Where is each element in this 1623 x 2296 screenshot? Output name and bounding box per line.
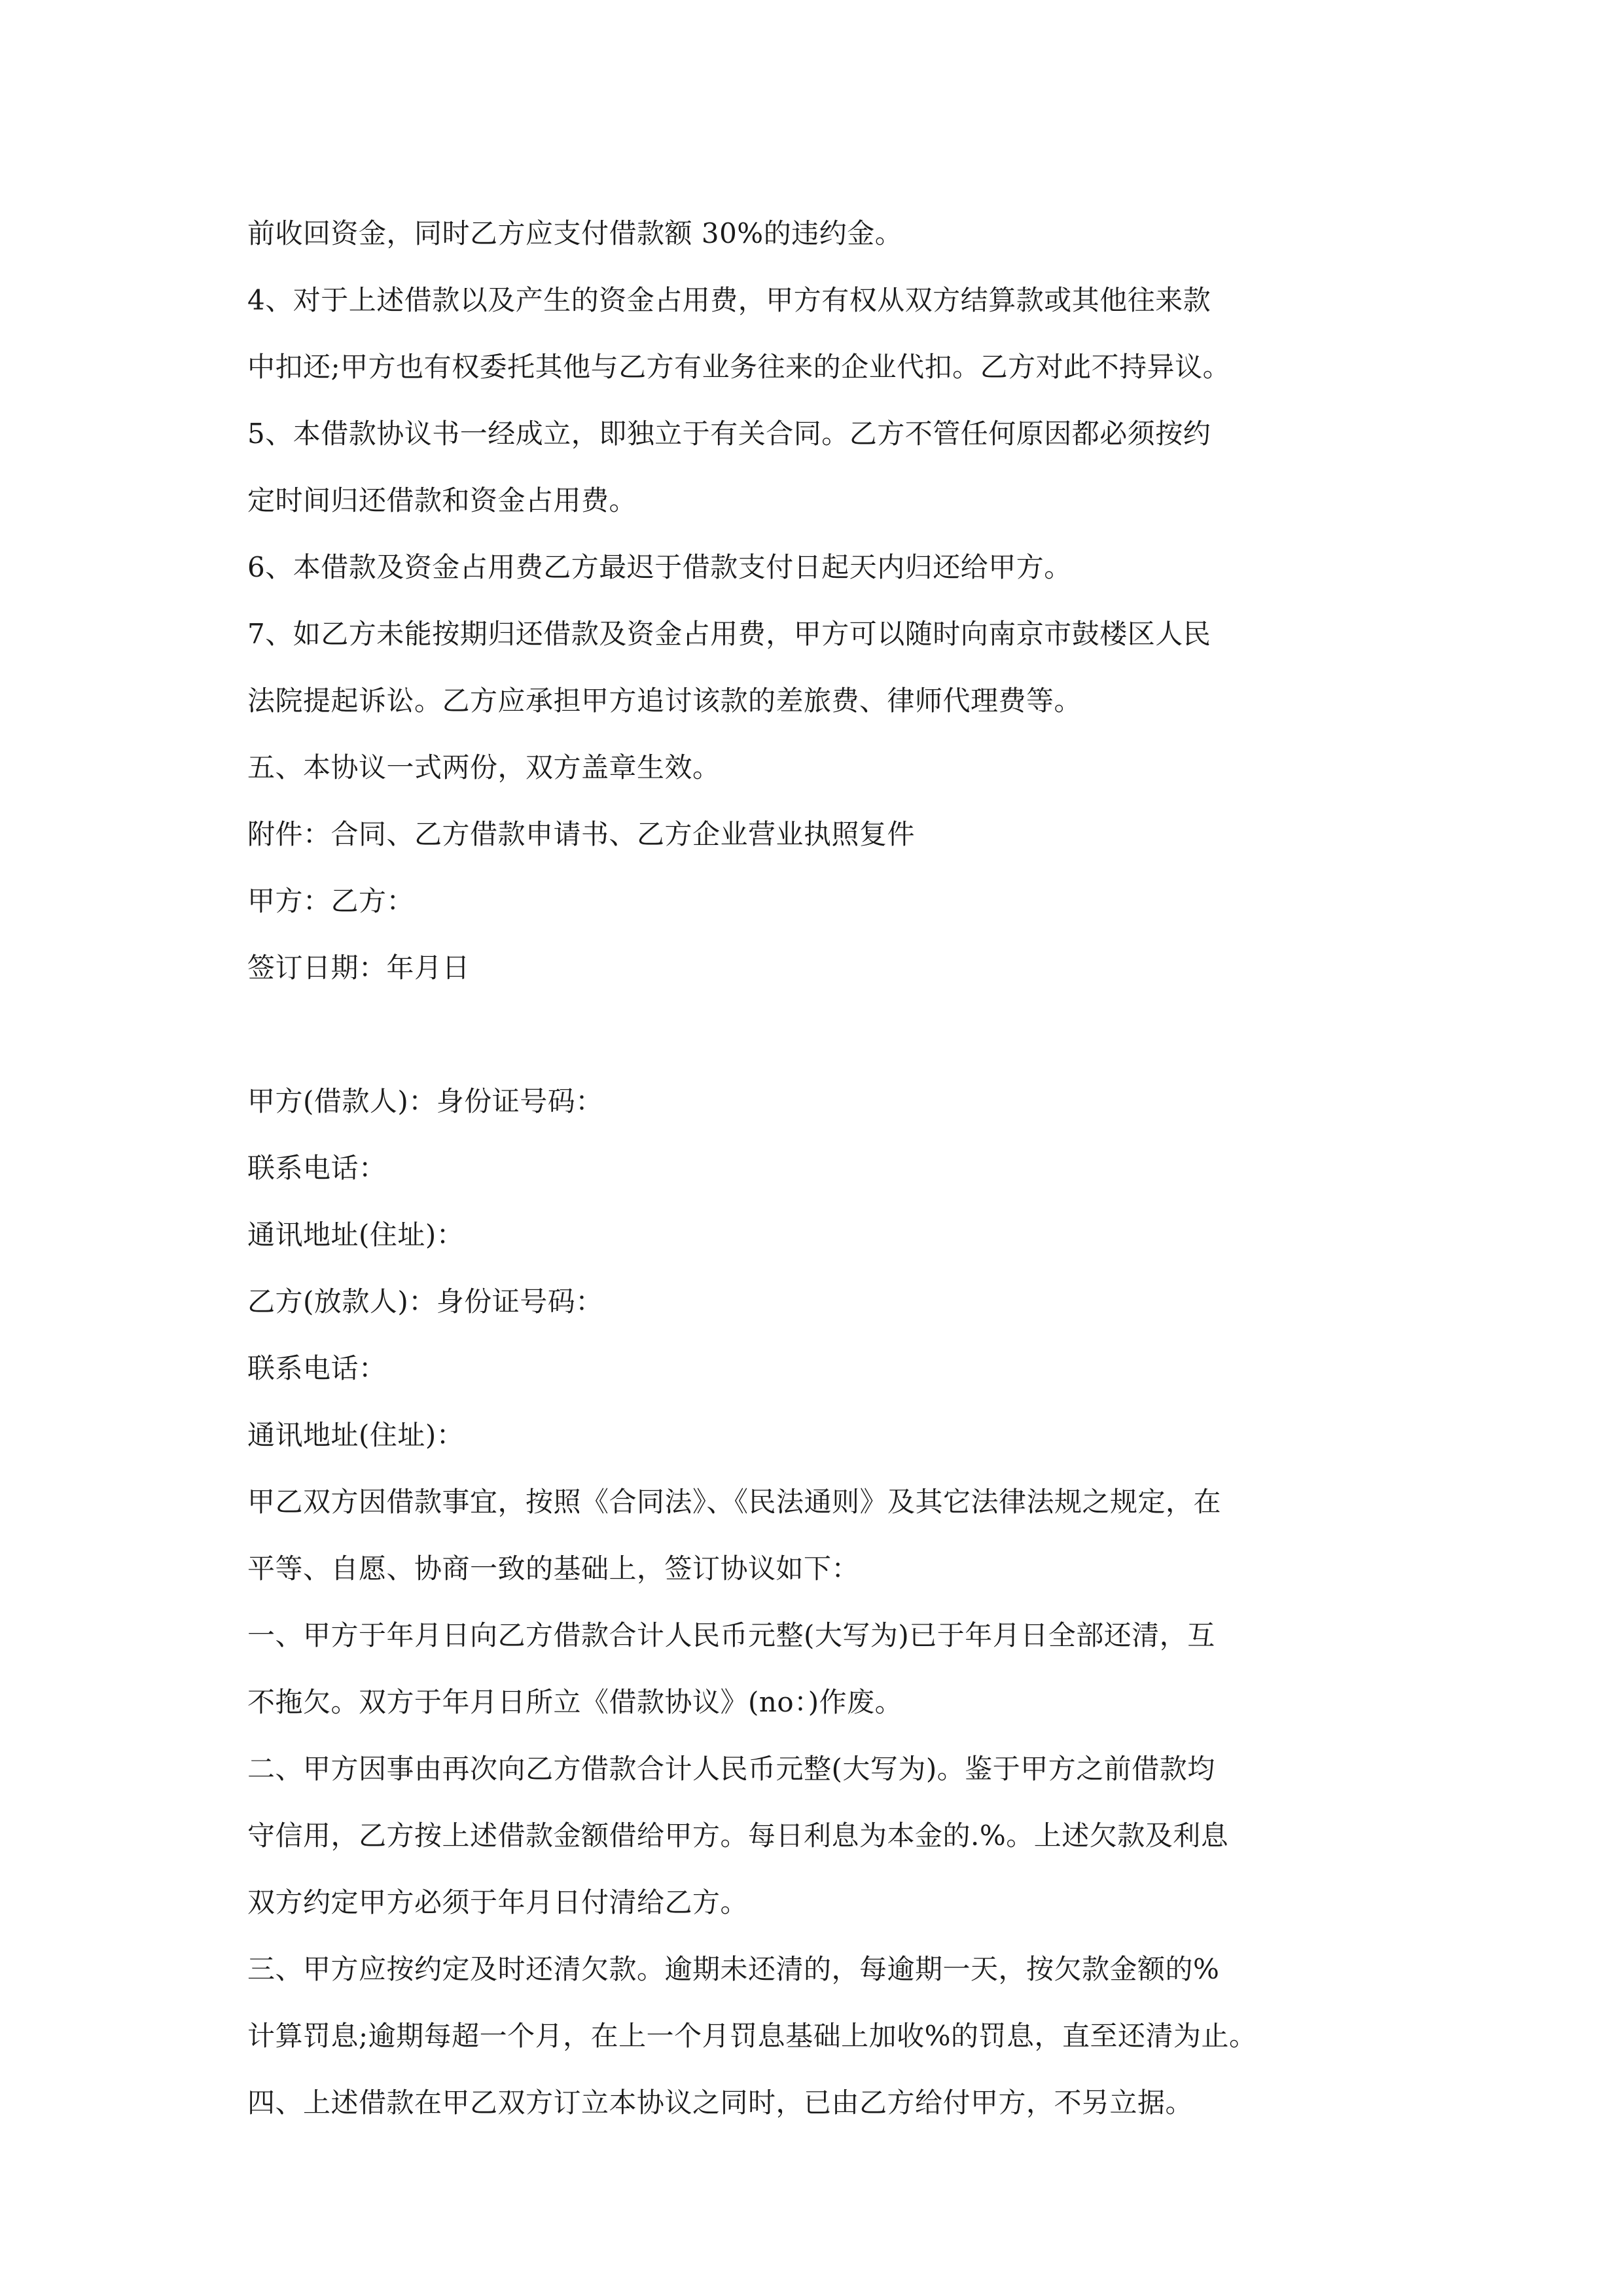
borrower-line: 甲方(借款人)：身份证号码： <box>247 1085 603 1117</box>
section-gap <box>247 1001 1386 1068</box>
text-line: 甲乙双方因借款事宜，按照《合同法》、《民法通则》及其它法律法规之规定，在 <box>247 1486 1222 1518</box>
text-line: 双方约定甲方必须于年月日付清给乙方。 <box>247 1886 749 1918</box>
lender-line: 乙方(放款人)：身份证号码： <box>247 1285 603 1318</box>
text-line: 四、上述借款在甲乙双方订立本协议之同时，已由乙方给付甲方，不另立据。 <box>247 2087 1194 2119</box>
signing-date-line: 签订日期：年月日 <box>247 952 471 984</box>
text-line: 6、本借款及资金占用费乙方最迟于借款支付日起天内归还给甲方。 <box>247 551 1072 583</box>
text-line: 不拖欠。双方于年月日所立《借款协议》(no：)作废。 <box>247 1686 903 1718</box>
text-line: 一、甲方于年月日向乙方借款合计人民币元整(大写为)已于年月日全部还清，互 <box>247 1619 1215 1651</box>
text-line: 平等、自愿、协商一致的基础上，签订协议如下： <box>247 1552 860 1585</box>
text-line: 守信用，乙方按上述借款金额借给甲方。每日利息为本金的.%。上述欠款及利息 <box>247 1820 1229 1852</box>
lender-address-line: 通讯地址(住址)： <box>247 1419 465 1451</box>
text-line: 前收回资金，同时乙方应支付借款额 30%的违约金。 <box>247 217 903 249</box>
text-line: 定时间归还借款和资金占用费。 <box>247 484 637 516</box>
borrower-phone-line: 联系电话： <box>247 1152 387 1184</box>
text-line: 中扣还;甲方也有权委托其他与乙方有业务往来的企业代扣。乙方对此不持异议。 <box>247 351 1231 383</box>
text-line: 三、甲方应按约定及时还清欠款。逾期未还清的，每逾期一天，按欠款金额的% <box>247 1953 1220 1985</box>
text-line: 法院提起诉讼。乙方应承担甲方追讨该款的差旅费、律师代理费等。 <box>247 685 1082 717</box>
text-line: 4、对于上述借款以及产生的资金占用费，甲方有权从双方结算款或其他往来款 <box>247 284 1211 316</box>
text-line: 计算罚息;逾期每超一个月，在上一个月罚息基础上加收%的罚息，直至还清为止。 <box>247 2020 1257 2052</box>
borrower-address-line: 通讯地址(住址)： <box>247 1219 465 1251</box>
text-line: 二、甲方因事由再次向乙方借款合计人民币元整(大写为)。鉴于甲方之前借款均 <box>247 1753 1215 1785</box>
text-line: 附件：合同、乙方借款申请书、乙方企业营业执照复件 <box>247 818 916 850</box>
lender-phone-line: 联系电话： <box>247 1352 387 1384</box>
text-line: 7、如乙方未能按期归还借款及资金占用费，甲方可以随时向南京市鼓楼区人民 <box>247 618 1211 650</box>
text-line: 5、本借款协议书一经成立，即独立于有关合同。乙方不管任何原因都必须按约 <box>247 418 1211 450</box>
signature-line: 甲方：乙方： <box>247 885 415 917</box>
document-body <box>247 200 1386 2136</box>
text-line: 五、本协议一式两份，双方盖章生效。 <box>247 751 721 783</box>
